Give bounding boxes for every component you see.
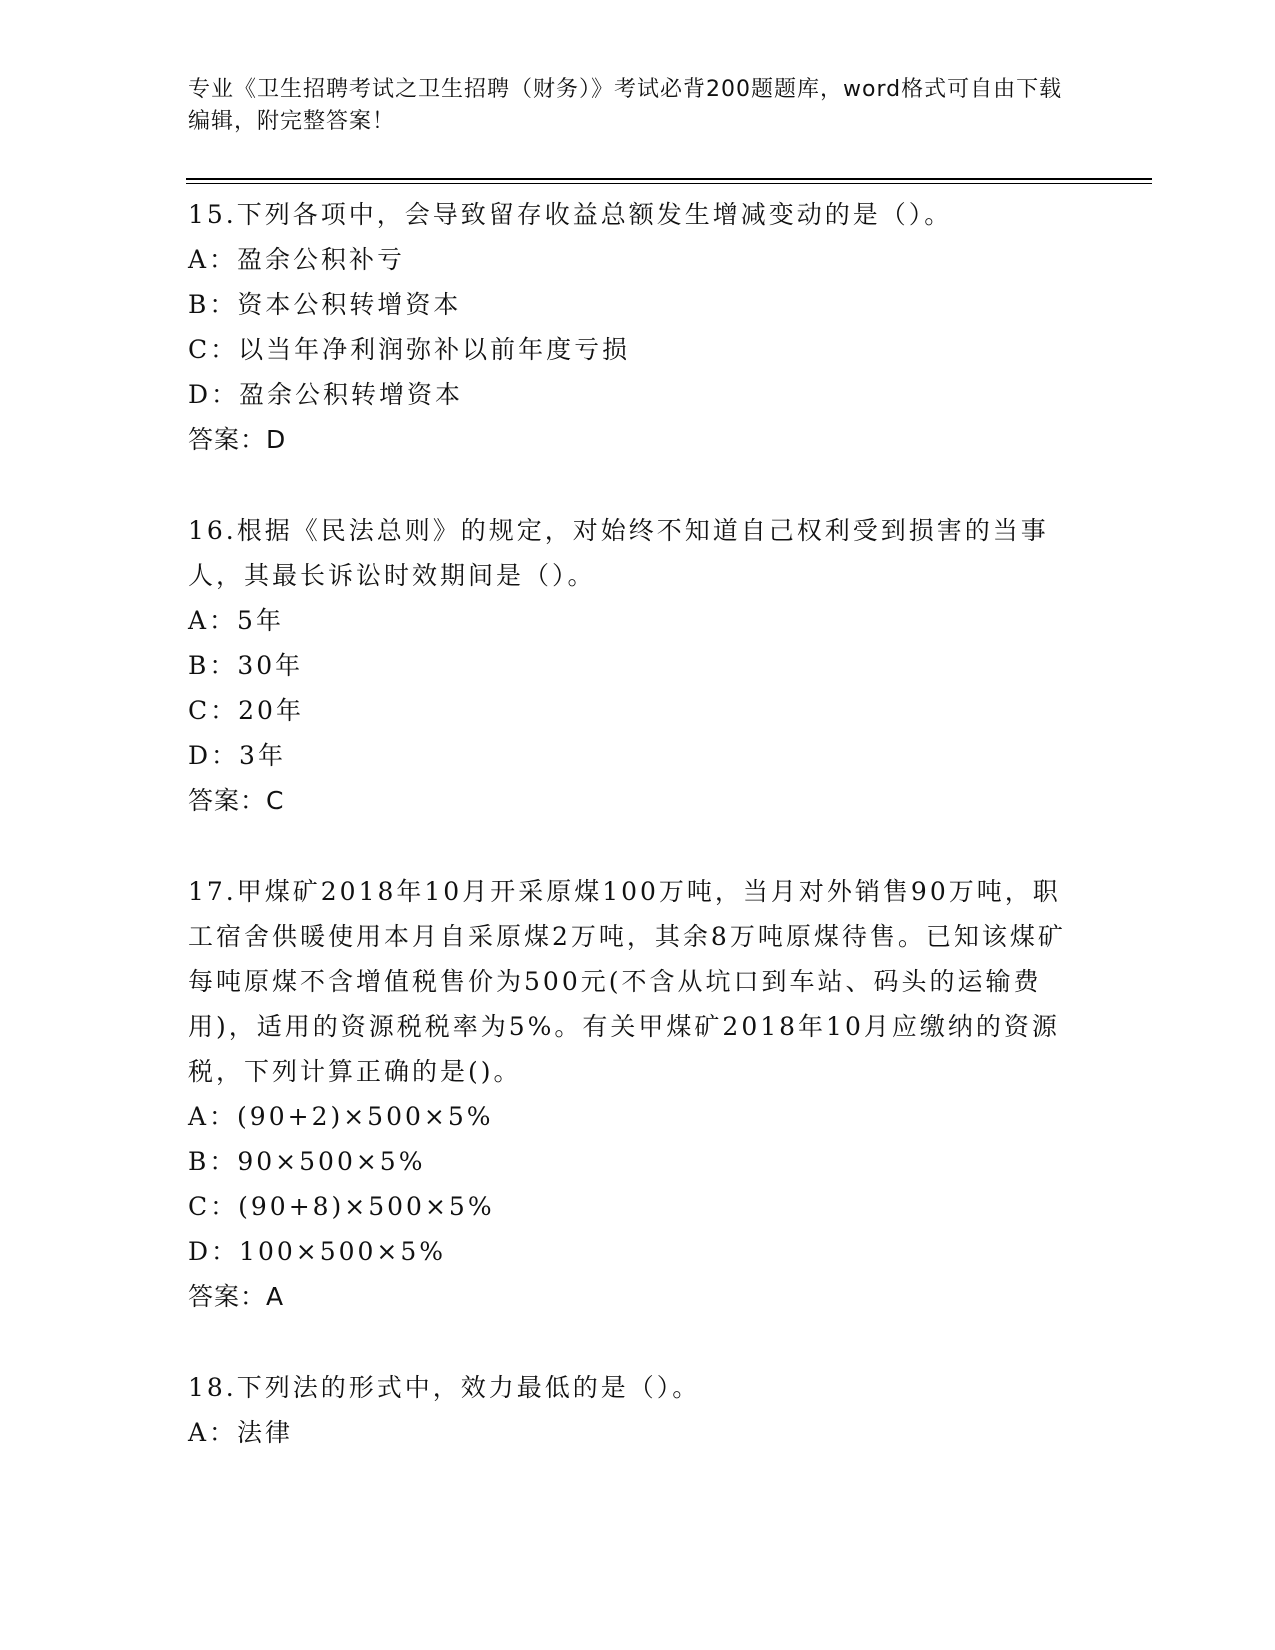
answer: 答案：A (188, 1282, 285, 1311)
option-a: A：盈余公积补亏 (188, 245, 406, 274)
option-d: D：盈余公积转增资本 (188, 380, 464, 409)
document-header: 专业《卫生招聘考试之卫生招聘（财务）》考试必背200题题库，word格式可自由下载编辑，附完整答案！ (188, 77, 1063, 134)
question-stem: 16.根据《民法总则》的规定，对始终不知道自己权利受到损害的当事人，其最长诉讼时效期间是（）。 (188, 516, 1049, 590)
option-c: C：(90+8)×500×5% (188, 1192, 495, 1221)
option-c: C：20年 (188, 696, 304, 725)
option-d: D：100×500×5% (188, 1237, 447, 1266)
option-a: A：法律 (188, 1418, 294, 1447)
question-stem: 18.下列法的形式中，效力最低的是（）。 (188, 1373, 701, 1402)
option-a: A：(90+2)×500×5% (188, 1102, 494, 1131)
option-b: B：30年 (188, 651, 304, 680)
option-a: A：5年 (188, 606, 284, 635)
question-15 (188, 192, 1088, 462)
option-b: B：资本公积转增资本 (188, 290, 462, 319)
question-stem: 15.下列各项中，会导致留存收益总额发生增减变动的是（）。 (188, 200, 953, 229)
option-d: D：3年 (188, 741, 286, 770)
answer: 答案：C (188, 786, 285, 815)
question-17 (188, 869, 1088, 1319)
question-16 (188, 508, 1088, 823)
option-c: C：以当年净利润弥补以前年度亏损 (188, 335, 631, 364)
header-rule (186, 178, 1152, 180)
question-list (188, 192, 1088, 1501)
question-stem: 17.甲煤矿2018年10月开采原煤100万吨，当月对外销售90万吨，职工宿舍供暖使用本月自采原煤2万吨，其余8万吨原煤待售。已知该煤矿每吨原煤不含增值税售价为500元(不含从坑口到车站、码头的运输费用)，适用的资源税税率为5%。有关甲煤矿2018年10月应缴纳的资源税，下列计算正确的是()。 (188, 877, 1066, 1086)
question-18 (188, 1365, 1088, 1455)
answer: 答案：D (188, 425, 287, 454)
header-rule-thin (186, 183, 1152, 184)
option-b: B：90×500×5% (188, 1147, 426, 1176)
